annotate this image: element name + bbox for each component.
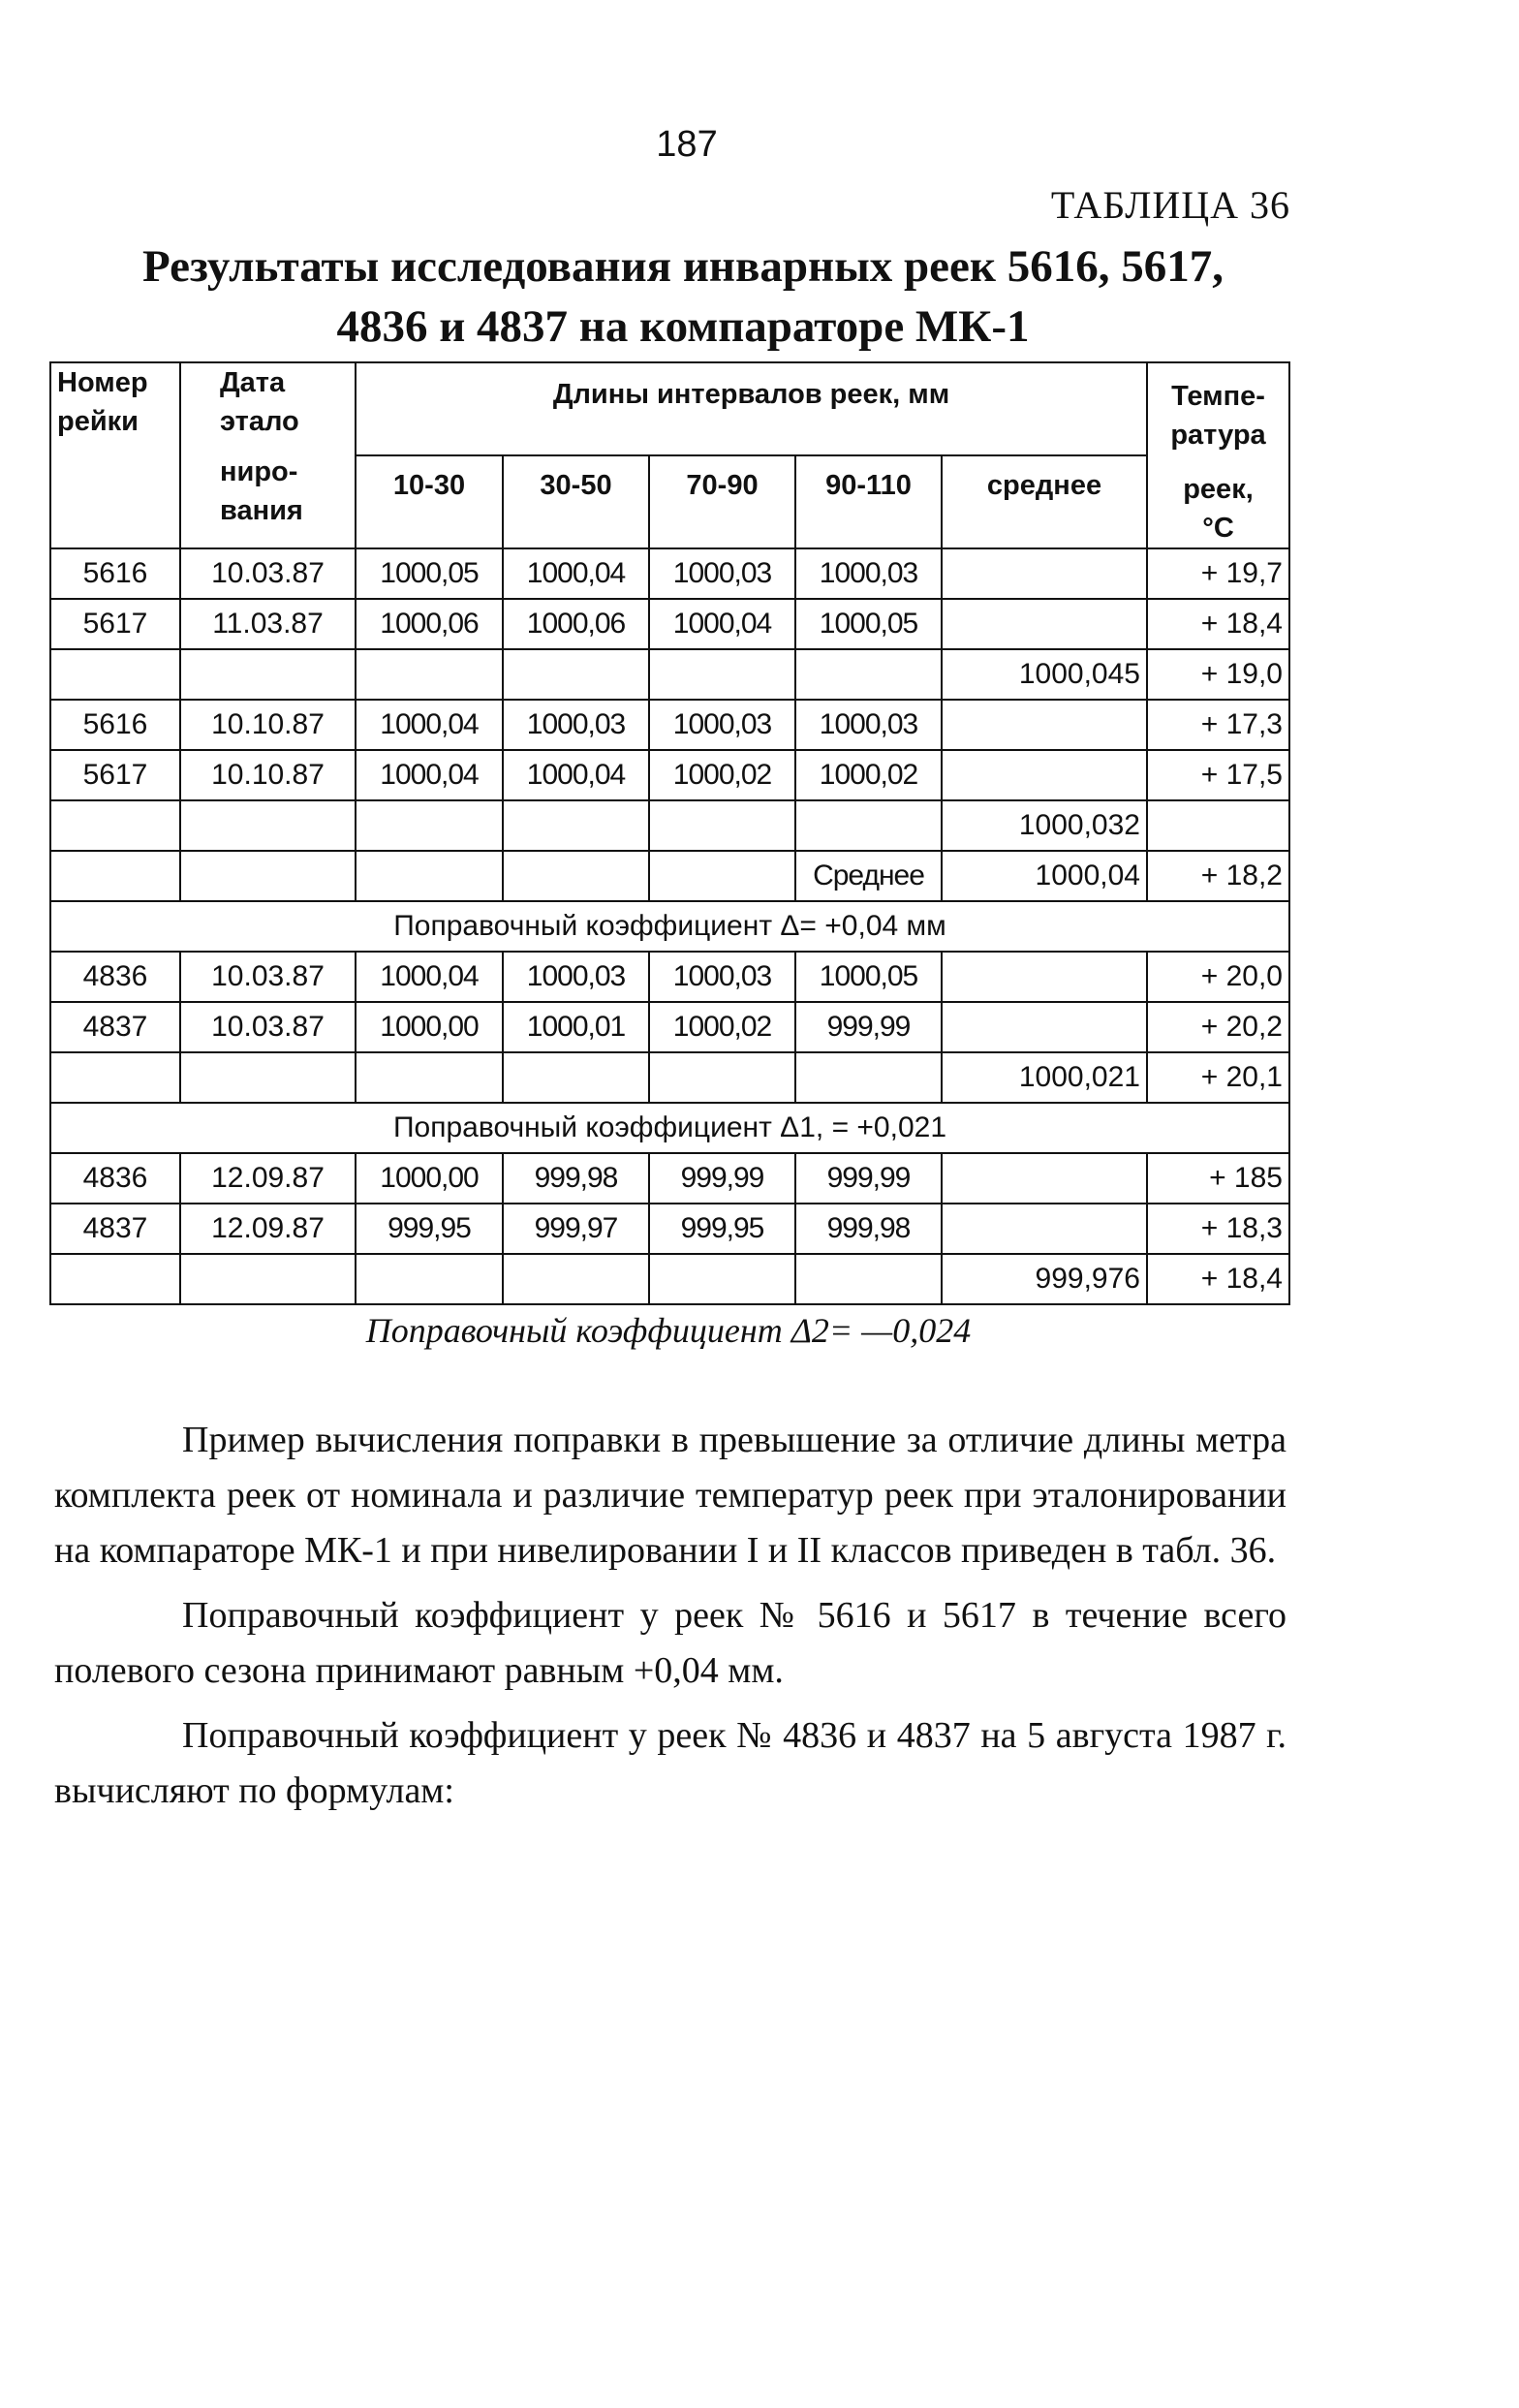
interval-10-30-cell: 1000,04 bbox=[356, 952, 503, 1002]
interval-30-50-cell bbox=[503, 1052, 649, 1103]
table-row bbox=[50, 649, 1289, 700]
interval-70-90-cell: 999,99 bbox=[649, 1153, 795, 1204]
paragraph: Поправочный коэффициент у реек № 5616 и 5617 в течение всего полевого сезона принимают равным +0,04 мм. bbox=[54, 1595, 1286, 1691]
correction-row bbox=[50, 901, 1289, 952]
mean-cell: 1000,032 bbox=[942, 800, 1147, 851]
interval-10-30-cell: 1000,00 bbox=[356, 1002, 503, 1052]
table-row bbox=[50, 800, 1289, 851]
interval-10-30-cell bbox=[356, 800, 503, 851]
header-date-line-4: вания bbox=[220, 495, 303, 526]
header-date-line-3: ниро- bbox=[220, 456, 298, 487]
temperature-cell: + 18,4 bbox=[1147, 599, 1289, 649]
date-cell bbox=[180, 800, 356, 851]
interval-30-50-cell: 1000,06 bbox=[503, 599, 649, 649]
date-cell bbox=[180, 1254, 356, 1304]
interval-30-50-cell: 1000,04 bbox=[503, 548, 649, 599]
interval-10-30-cell bbox=[356, 851, 503, 901]
header-temperature bbox=[1147, 362, 1289, 548]
header-temperature-line-1: Темпе- bbox=[1171, 381, 1265, 412]
header-temperature-line-4: °С bbox=[1202, 513, 1234, 544]
rod-number-cell: 4837 bbox=[50, 1204, 180, 1254]
mean-cell bbox=[942, 952, 1147, 1002]
interval-70-90-cell bbox=[649, 649, 795, 700]
header-interval-lengths: Длины интервалов реек, мм bbox=[356, 362, 1147, 455]
interval-90-110-cell bbox=[795, 649, 942, 700]
temperature-cell: + 19,7 bbox=[1147, 548, 1289, 599]
interval-90-110-cell bbox=[795, 1254, 942, 1304]
interval-70-90-cell: 1000,02 bbox=[649, 1002, 795, 1052]
mean-cell: 999,976 bbox=[942, 1254, 1147, 1304]
rod-number-cell: 5616 bbox=[50, 548, 180, 599]
interval-70-90-cell bbox=[649, 1254, 795, 1304]
mean-cell bbox=[942, 750, 1147, 800]
temperature-cell: + 18,3 bbox=[1147, 1204, 1289, 1254]
rod-number-cell bbox=[50, 1052, 180, 1103]
interval-10-30-cell: 1000,04 bbox=[356, 700, 503, 750]
interval-30-50-cell: 999,98 bbox=[503, 1153, 649, 1204]
interval-90-110-cell: 999,99 bbox=[795, 1002, 942, 1052]
interval-10-30-cell bbox=[356, 1254, 503, 1304]
rod-number-cell bbox=[50, 1254, 180, 1304]
temperature-cell: + 17,3 bbox=[1147, 700, 1289, 750]
interval-70-90-cell bbox=[649, 800, 795, 851]
mean-cell bbox=[942, 1002, 1147, 1052]
correction-coefficient-cell: Поправочный коэффициент Δ1, = +0,021 bbox=[50, 1103, 1289, 1153]
paragraph: Поправочный коэффициент у реек № 4836 и 4837 на 5 августа 1987 г. вычисляют по формулам: bbox=[54, 1715, 1286, 1811]
body-text bbox=[54, 1413, 1286, 1829]
header-date bbox=[180, 362, 356, 548]
table-label: ТАБЛИЦА 36 bbox=[1050, 183, 1290, 227]
header-temperature-line-3: реек, bbox=[1183, 474, 1254, 505]
date-cell bbox=[180, 649, 356, 700]
header-date-line-1: Дата bbox=[220, 367, 286, 398]
rod-number-cell: 5616 bbox=[50, 700, 180, 750]
mean-cell bbox=[942, 548, 1147, 599]
header-rod-number bbox=[50, 362, 180, 548]
interval-10-30-cell bbox=[356, 1052, 503, 1103]
mean-cell bbox=[942, 599, 1147, 649]
rod-number-cell: 5617 bbox=[50, 750, 180, 800]
temperature-cell: + 17,5 bbox=[1147, 750, 1289, 800]
rod-number-cell: 5617 bbox=[50, 599, 180, 649]
date-cell: 12.09.87 bbox=[180, 1153, 356, 1204]
temperature-cell: + 20,1 bbox=[1147, 1052, 1289, 1103]
rod-number-cell: 4836 bbox=[50, 952, 180, 1002]
date-cell: 10.03.87 bbox=[180, 1002, 356, 1052]
interval-30-50-cell: 1000,01 bbox=[503, 1002, 649, 1052]
table-row bbox=[50, 1052, 1289, 1103]
table-row bbox=[50, 750, 1289, 800]
mean-cell bbox=[942, 1204, 1147, 1254]
interval-10-30-cell: 1000,00 bbox=[356, 1153, 503, 1204]
interval-10-30-cell: 999,95 bbox=[356, 1204, 503, 1254]
interval-70-90-cell: 1000,04 bbox=[649, 599, 795, 649]
interval-70-90-cell: 1000,03 bbox=[649, 952, 795, 1002]
page-number: 187 bbox=[656, 124, 718, 165]
mean-cell bbox=[942, 1153, 1147, 1204]
header-rod-number-line-2: рейки bbox=[57, 406, 140, 437]
header-date-line-2: этало bbox=[220, 406, 299, 437]
date-cell: 10.10.87 bbox=[180, 750, 356, 800]
header-col-30-50: 30-50 bbox=[503, 455, 649, 548]
header-temperature-line-2: ратура bbox=[1170, 420, 1266, 451]
temperature-cell bbox=[1147, 800, 1289, 851]
interval-70-90-cell: 1000,02 bbox=[649, 750, 795, 800]
header-col-mean: среднее bbox=[942, 455, 1147, 548]
interval-90-110-cell: 999,99 bbox=[795, 1153, 942, 1204]
rod-number-cell bbox=[50, 851, 180, 901]
date-cell bbox=[180, 851, 356, 901]
interval-90-110-cell: 1000,03 bbox=[795, 548, 942, 599]
interval-70-90-cell: 999,95 bbox=[649, 1204, 795, 1254]
interval-30-50-cell bbox=[503, 800, 649, 851]
interval-90-110-cell: 1000,02 bbox=[795, 750, 942, 800]
interval-70-90-cell bbox=[649, 1052, 795, 1103]
rod-number-cell bbox=[50, 649, 180, 700]
correction-coefficient-cell: Поправочный коэффициент Δ= +0,04 мм bbox=[50, 901, 1289, 952]
footer-correction-note: Поправочный коэффициент Δ2= —0,024 bbox=[365, 1311, 972, 1350]
header-rod-number-line-1: Номер bbox=[57, 367, 148, 398]
mean-cell: 1000,021 bbox=[942, 1052, 1147, 1103]
mean-cell bbox=[942, 700, 1147, 750]
mean-cell: 1000,045 bbox=[942, 649, 1147, 700]
interval-30-50-cell: 1000,03 bbox=[503, 952, 649, 1002]
interval-90-110-cell: 1000,03 bbox=[795, 700, 942, 750]
rod-number-cell bbox=[50, 800, 180, 851]
interval-30-50-cell bbox=[503, 649, 649, 700]
table-row bbox=[50, 700, 1289, 750]
table-row bbox=[50, 599, 1289, 649]
table-row bbox=[50, 1002, 1289, 1052]
interval-90-110-cell: 1000,05 bbox=[795, 952, 942, 1002]
date-cell: 11.03.87 bbox=[180, 599, 356, 649]
table-title bbox=[68, 236, 1298, 357]
date-cell: 10.10.87 bbox=[180, 700, 356, 750]
interval-30-50-cell: 999,97 bbox=[503, 1204, 649, 1254]
rod-number-cell: 4837 bbox=[50, 1002, 180, 1052]
table-row bbox=[50, 851, 1289, 901]
rod-number-cell: 4836 bbox=[50, 1153, 180, 1204]
table-row bbox=[50, 952, 1289, 1002]
date-cell: 12.09.87 bbox=[180, 1204, 356, 1254]
header-col-70-90: 70-90 bbox=[649, 455, 795, 548]
interval-90-110-cell: 1000,05 bbox=[795, 599, 942, 649]
interval-10-30-cell: 1000,06 bbox=[356, 599, 503, 649]
results-table bbox=[49, 361, 1290, 1305]
date-cell: 10.03.87 bbox=[180, 548, 356, 599]
temperature-cell: + 18,4 bbox=[1147, 1254, 1289, 1304]
temperature-cell: + 20,2 bbox=[1147, 1002, 1289, 1052]
header-col-10-30: 10-30 bbox=[356, 455, 503, 548]
table-title-line-1: Результаты исследования инварных реек 5616, 5617, bbox=[142, 241, 1224, 292]
interval-10-30-cell bbox=[356, 649, 503, 700]
date-cell bbox=[180, 1052, 356, 1103]
interval-90-110-cell: 999,98 bbox=[795, 1204, 942, 1254]
temperature-cell: + 18,2 bbox=[1147, 851, 1289, 901]
table-row bbox=[50, 548, 1289, 599]
header-col-90-110: 90-110 bbox=[795, 455, 942, 548]
table-row bbox=[50, 1153, 1289, 1204]
interval-70-90-cell: 1000,03 bbox=[649, 700, 795, 750]
interval-10-30-cell: 1000,05 bbox=[356, 548, 503, 599]
temperature-cell: + 20,0 bbox=[1147, 952, 1289, 1002]
interval-30-50-cell: 1000,03 bbox=[503, 700, 649, 750]
interval-30-50-cell bbox=[503, 851, 649, 901]
interval-90-110-cell bbox=[795, 1052, 942, 1103]
interval-90-110-cell: Среднее bbox=[795, 851, 942, 901]
paragraph: Пример вычисления поправки в превышение за отличие длины метра комплекта реек от номинала и различие температур реек при эталонировании на компараторе МК-1 и при нивелировании I и II классов приведен в табл. 36. bbox=[54, 1420, 1286, 1571]
table-row bbox=[50, 1254, 1289, 1304]
table-body bbox=[50, 548, 1289, 1304]
interval-10-30-cell: 1000,04 bbox=[356, 750, 503, 800]
interval-90-110-cell bbox=[795, 800, 942, 851]
temperature-cell: + 185 bbox=[1147, 1153, 1289, 1204]
table-row bbox=[50, 1204, 1289, 1254]
date-cell: 10.03.87 bbox=[180, 952, 356, 1002]
interval-30-50-cell bbox=[503, 1254, 649, 1304]
table-title-line-2: 4836 и 4837 на компараторе МК-1 bbox=[336, 301, 1030, 352]
temperature-cell: + 19,0 bbox=[1147, 649, 1289, 700]
interval-70-90-cell: 1000,03 bbox=[649, 548, 795, 599]
correction-row bbox=[50, 1103, 1289, 1153]
interval-70-90-cell bbox=[649, 851, 795, 901]
mean-cell: 1000,04 bbox=[942, 851, 1147, 901]
interval-30-50-cell: 1000,04 bbox=[503, 750, 649, 800]
